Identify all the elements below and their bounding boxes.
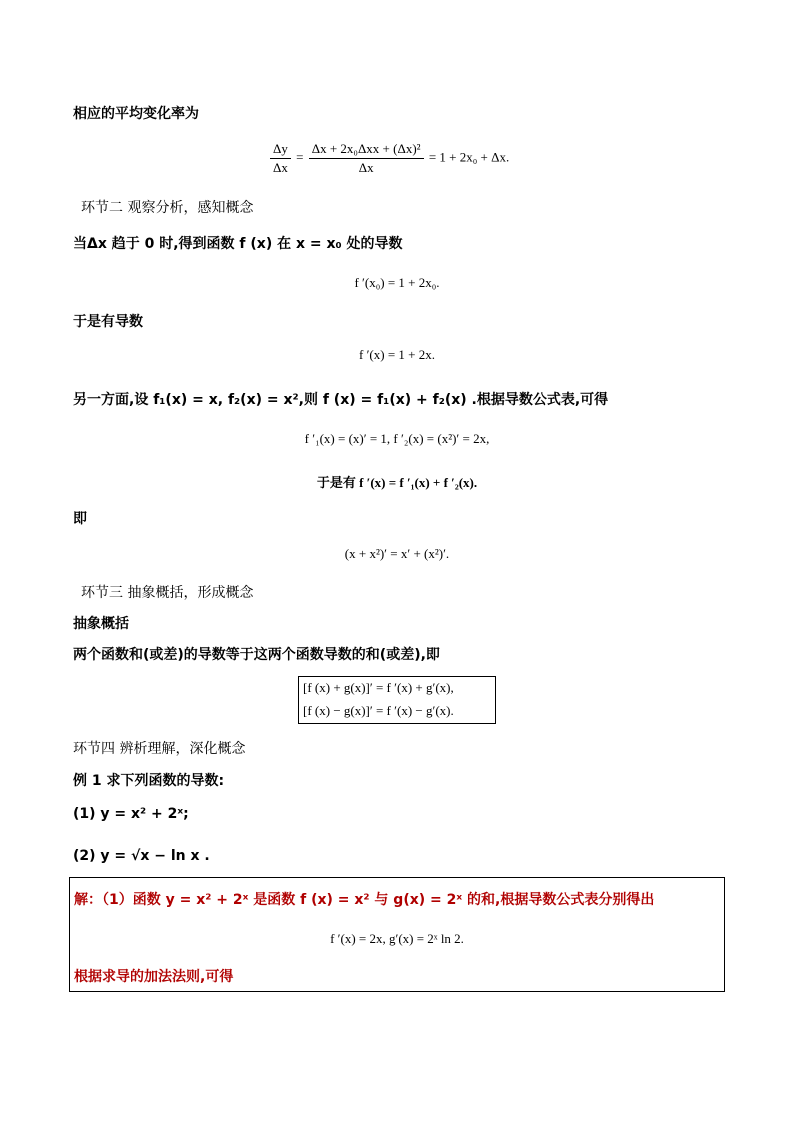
- solution-line-1: [74, 889, 654, 909]
- section3-heading: 环节三 抽象概括，形成概念: [81, 585, 254, 601]
- solution-text-1: （1）函数 y = x² + 2ˣ 是函数 f (x) = x² 与 g(x) = 2ˣ 的和,根据导数公式表分别得出: [102, 892, 655, 908]
- rule-diff: [f (x) − g(x)]′ = f ′(x) − g′(x).: [303, 703, 454, 718]
- example-2: (2) y = √x − ln x .: [73, 848, 210, 864]
- frac-expansion: $\frac{\text{Δx + 2x₀Δxx + (Δx)²}}{\Delta x}$: [309, 140, 424, 177]
- section4-heading: 环节四 辨析理解，深化概念: [73, 741, 246, 757]
- rule-box: [298, 676, 496, 724]
- other-side: 另一方面,设 f₁(x) = x, f₂(x) = x²,则 f (x) = f₁(x) + f₂(x) .根据导数公式表,可得: [73, 392, 609, 408]
- deriv-general: f ′(x) = 1 + 2x.: [359, 347, 435, 362]
- frac-rhs: = 1 + 2x₀ + Δx.: [428, 149, 510, 165]
- deriv-at-point: f ′(x₀) = 1 + 2x₀.: [354, 275, 440, 290]
- rule-statement: 两个函数和(或差)的导数等于这两个函数导数的和(或差),即: [73, 647, 440, 663]
- avg-rate-intro: 相应的平均变化率为: [73, 106, 199, 122]
- solution-formula: f ′(x) = 2x, g′(x) = 2ˣ ln 2.: [330, 931, 464, 946]
- frac-dy-dx: $\frac{\Delta y}{\Delta x}$: [270, 140, 291, 177]
- abstract-title: 抽象概括: [73, 616, 129, 632]
- ji-label: 即: [73, 511, 87, 527]
- example-1: (1) y = x² + 2ˣ;: [73, 806, 189, 822]
- example-title: 例 1 求下列函数的导数:: [73, 773, 225, 789]
- solution-prefix: 解：: [74, 892, 102, 908]
- solution-box: [69, 877, 725, 992]
- deriv-parts: f ′₁(x) = (x)′ = 1, f ′₂(x) = (x²)′ = 2x,: [304, 431, 490, 446]
- solution-line-3: 根据求导的加法法则,可得: [74, 969, 234, 985]
- so-sum: 于是有 f ′(x) = f ′₁(x) + f ′₂(x).: [316, 475, 478, 490]
- section2-heading: 环节二 观察分析，感知概念: [81, 200, 254, 216]
- so-derivative: 于是有导数: [73, 314, 143, 330]
- rule-sum: [f (x) + g(x)]′ = f ′(x) + g′(x),: [303, 680, 454, 695]
- avg-rate-equation: $\frac{\Delta y}{\Delta x}$ = $\frac{\text{Δx + 2x₀Δxx + (Δx)²}}{\Delta x}$ = 1 + 2x₀ + Δx.: [268, 140, 509, 177]
- sum-rule-example: (x + x²)′ = x′ + (x²)′.: [344, 546, 450, 561]
- limit-text: 当Δx 趋于 0 时,得到函数 f (x) 在 x = x₀ 处的导数: [73, 236, 403, 252]
